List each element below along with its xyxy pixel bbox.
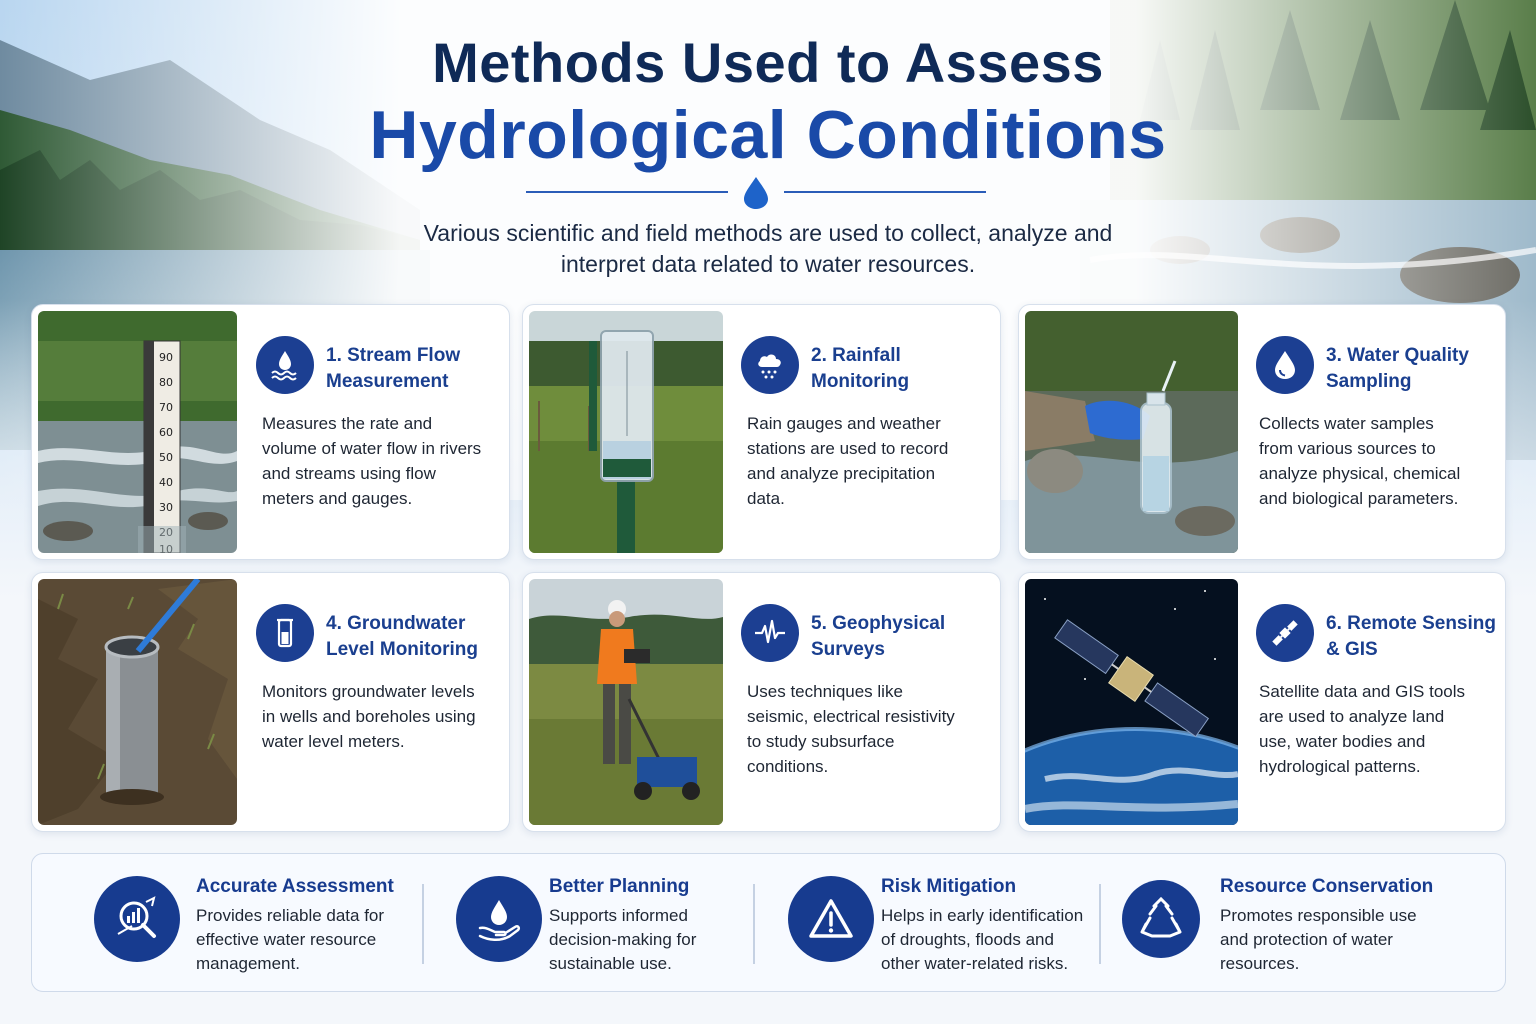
chart-magnifier-icon	[94, 876, 180, 962]
method-description: Collects water samples from various sources to analyze physical, chemical and biological parameters.	[1259, 414, 1461, 508]
benefit-title: Risk Mitigation	[881, 876, 1017, 897]
gauge-mark: 40	[159, 476, 173, 489]
gauge-mark: 50	[159, 451, 173, 464]
benefit-description: Promotes responsible use and protection of water resources.	[1220, 906, 1417, 973]
benefit-description: Helps in early identification of droughts, floods and other water-related risks.	[881, 906, 1084, 973]
seismic-wave-icon	[741, 604, 799, 662]
hand-water-drop-icon	[456, 876, 542, 962]
benefit-description: Provides reliable data for effective water resource management.	[196, 906, 385, 973]
benefit-description: Supports informed decision-making for sustainable use.	[549, 906, 697, 973]
benefit-title: Resource Conservation	[1220, 876, 1434, 897]
benefits-panel	[31, 853, 1506, 992]
photo-satellite	[1025, 579, 1238, 825]
method-description: Uses techniques like seismic, electrical resistivity to study subsurface conditions.	[747, 682, 955, 776]
benefit-separator	[753, 884, 755, 964]
benefit-title: Accurate Assessment	[196, 876, 394, 897]
photo-well-pipe	[38, 579, 237, 825]
gauge-mark: 80	[159, 376, 173, 389]
gauge-mark: 70	[159, 401, 173, 414]
method-description: Monitors groundwater levels in wells and boreholes using water level meters.	[262, 682, 476, 751]
water-drop-icon	[744, 177, 768, 209]
method-title: 5. Geophysical Surveys	[811, 613, 946, 660]
photo-staff-gauge	[38, 311, 237, 553]
method-card-groundwater	[31, 572, 510, 832]
method-title: 6. Remote Sensing & GIS	[1326, 613, 1496, 660]
warning-triangle-icon	[788, 876, 874, 962]
method-title: 3. Water Quality Sampling	[1326, 345, 1469, 392]
test-tube-icon	[256, 604, 314, 662]
benefit-title: Better Planning	[549, 876, 690, 897]
satellite-icon	[1256, 604, 1314, 662]
benefit-separator	[1099, 884, 1101, 964]
photo-surveyor	[529, 579, 723, 825]
method-description: Rain gauges and weather stations are used to record and analyze precipitation data.	[747, 414, 949, 508]
method-title: 2. Rainfall Monitoring	[811, 345, 910, 392]
photo-rain-gauge	[529, 311, 723, 553]
gauge-mark: 90	[159, 351, 173, 364]
benefit-separator	[422, 884, 424, 964]
title-divider	[526, 176, 986, 210]
water-drop-waves-icon	[256, 336, 314, 394]
method-card-rainfall	[522, 304, 1001, 560]
method-description: Satellite data and GIS tools are used to analyze land use, water bodies and hydrological patterns.	[1259, 682, 1466, 776]
gauge-mark: 30	[159, 501, 173, 514]
gauge-mark: 60	[159, 426, 173, 439]
method-description: Measures the rate and volume of water flow in rivers and streams using flow meters and gauges.	[262, 414, 482, 508]
photo-water-sampling	[1025, 311, 1238, 553]
rain-cloud-icon	[741, 336, 799, 394]
water-drop-icon	[1256, 336, 1314, 394]
method-card-water-quality	[1018, 304, 1506, 560]
method-card-geophysical	[522, 572, 1001, 832]
page-title-line-2: Hydrological Conditions	[369, 97, 1167, 173]
page-subtitle: Various scientific and field methods are used to collect, analyze and interpret data related to water resources.	[423, 220, 1113, 277]
page-title-line-1: Methods Used to Assess	[432, 31, 1104, 94]
method-title: 1. Stream Flow Measurement	[326, 345, 461, 392]
method-card-stream-flow	[31, 304, 510, 560]
method-title: 4. Groundwater Level Monitoring	[326, 613, 478, 660]
recycle-icon	[1122, 880, 1200, 958]
method-card-remote-sensing	[1018, 572, 1506, 832]
